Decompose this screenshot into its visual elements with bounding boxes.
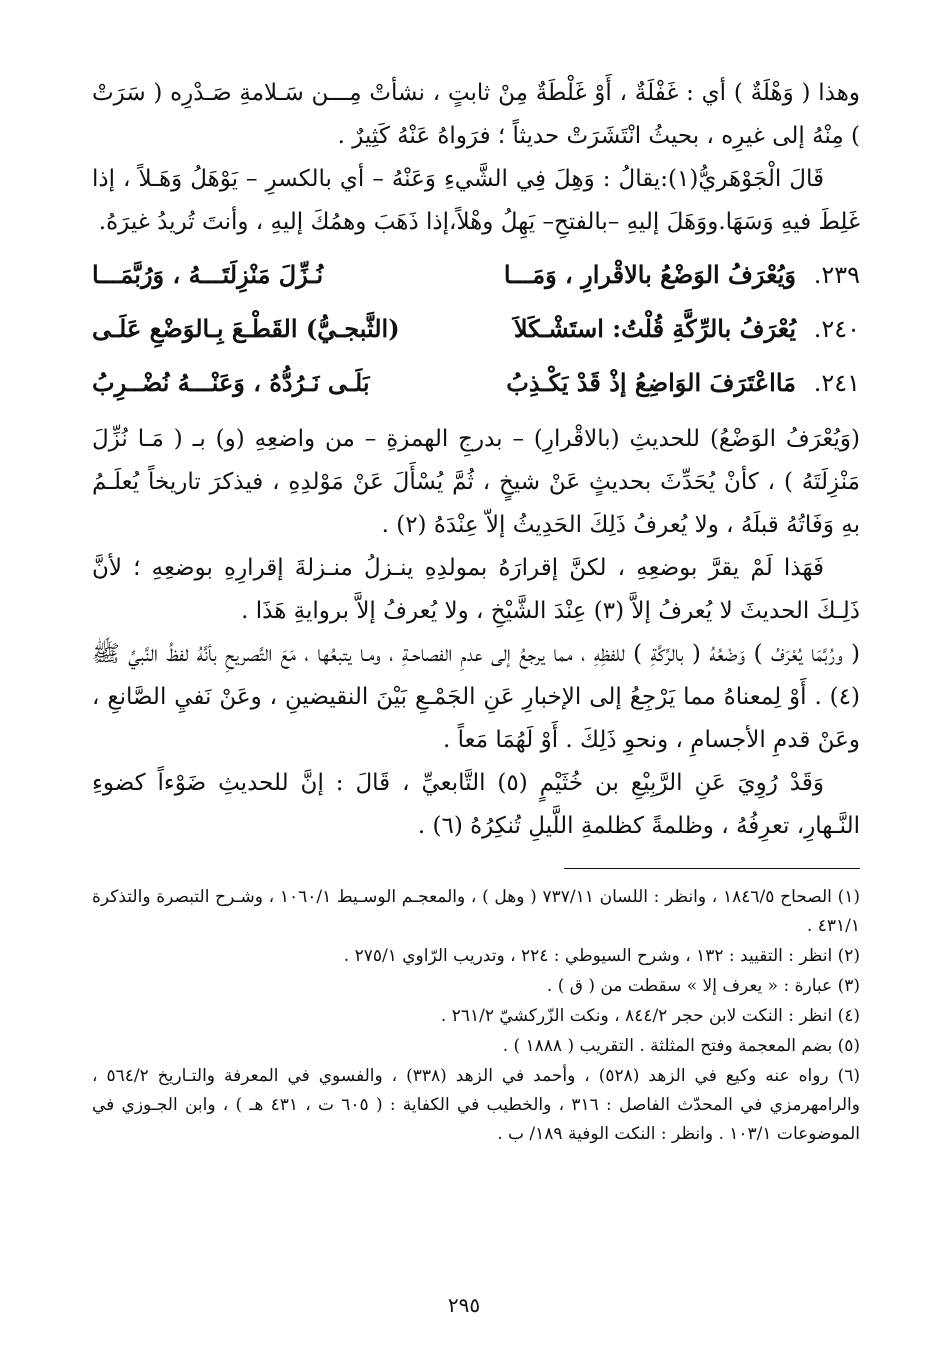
- verse-first-hemistich: يُعْرَفُ بالرِّكَّةِ قُلْتُ: استَشْـكَلاَ: [513, 314, 796, 343]
- body-paragraph: ( ورُبَّمَا يُعْرَفُ ) وَضْعُهُ ( بالرِّكَّةِ ) للفظِهِ ، مما يرجعُ إلى عدمِ الفصاحـةِ ، ومـا يتبعُها ، مَعَ التَّصريحِ بأنَّهُ لفظُ النَّبيِّ ﷺ (٤) . أَوْ لِمعناهُ مما يَرْجِعُ إلى الإخبارِ عَنِ الجَمْـعِ بَيْنَ النقيضينِ ، وعَنْ نَفيِ الصَّانعِ ، وعَنْ قدمِ الأجسامِ ، ونحوِ ذَلِكَ . أَوْ لَهُمَا مَعاً .: [92, 641, 860, 753]
- verse-number: ٢٤١.: [813, 369, 860, 397]
- verse-block: [92, 250, 860, 412]
- body-paragraph: فَهَذا لَمْ يقرَّ بوضعِهِ ، لكنَّ إقرارَهُ بمولدِهِ ينـزلُ منـزلةَ إقرارِهِ بوضعِهِ ؛ لأنَّ ذَلِـكَ الحديثَ لا يُعرفُ إلاَّ (٣) عِنْدَ الشَّيْخِ ، ولا يُعرفُ إلاَّ بروايةِ هَذَا .: [92, 555, 860, 624]
- verse-number: ٢٣٩.: [813, 261, 860, 289]
- body-paragraph: وَقَدْ رُوِيَ عَنِ الرَّبِيْعِ بن خُثَيْمٍ (٥) التَّابعيِّ ، قَالَ : إنَّ للحديثِ ضَوْءاً كضوءِ النَّـهارِ، تعرِفُهُ ، وظلمةً كظلمةِ اللَّيلِ تُنكِرُهُ (٦) .: [92, 770, 860, 839]
- footnote: (٦) رواه عنه وكيع في الزهد (٥٢٨) ، وأحمد في الزهد (٣٣٨) ، والفسوي في المعرفة والتـاريخ ٥٦٤/٢ ، والرامهرمزي في المحدّث الفاصل : ٣١٦ ، والخطيب في الكفاية : ( ٦٠٥ ت ، ٤٣١ هـ ) ، وابن الجـوزي في الموضوعات ١٠٣/١ . وانظر : النكت الوفية ١٨٩/ ب .: [92, 1066, 860, 1144]
- footnote: (٢) انظر : التقييد : ١٣٢ ، وشرح السيوطي : ٢٢٤ ، وتدريب الرّاوي ٢٧٥/١ .: [343, 946, 860, 966]
- footnote: (٥) بضم المعجمة وفتح المثلثة . التقريب ( ١٨٨٨ ) .: [502, 1036, 860, 1056]
- verse-second-hemistich: (الثَّبجـيُّ) القَطْـعَ بِـالوَضْعِ عَلَـى: [92, 314, 400, 343]
- verse-line: [92, 358, 860, 412]
- verse-number: ٢٤٠.: [813, 315, 860, 343]
- verse-line: [92, 304, 860, 358]
- body-paragraph: وهذا ( وَهْلَةٌ ) أي : غَفْلَةٌ ، أَوْ غَلْطَةٌ مِنْ ثابتٍ ، نشأتْ مِـــن سَـلامةِ صَـدْرِه ( سَرَتْ ) مِنْهُ إلى غيرِه ، بحيثُ انْتَشَرَتْ حديثاً ؛ فرَواهُ عَنْهُ كَثِيرٌ .: [92, 80, 860, 149]
- page-content: [92, 72, 860, 1150]
- verse-first-hemistich: مَااعْتَرَفَ الوَاضِعُ إذْ قَدْ يَكْـذِبُ: [506, 368, 796, 397]
- footnote: (٤) انظر : النكت لابن حجر ٨٤٤/٢ ، ونكت الزّركشيّ ٢٦١/٢ .: [440, 1006, 860, 1026]
- footnote-separator: [564, 868, 860, 869]
- verse-line: [92, 250, 860, 304]
- body-paragraph: (وَيُعْرَفُ الوَضْعُ) للحديثِ (بالاقْرارِ) – بدرجِ الهمزةِ – من واضعِهِ (و) بـ ( مَـا نُزِّلَ مَنْزِلَتَهُ ) ، كأنْ يُحَدِّثَ بحديثٍ عَنْ شيخٍ ، ثُمَّ يُسْأَلَ عَنْ مَوْلدِهِ ، فيذكرَ تاريخاً يُعلَـمُ بهِ وَفَاتُهُ قبلَهُ ، ولا يُعرفُ ذَلِكَ الحَدِيثُ إلاّ عِنْدَهُ (٢) .: [92, 426, 860, 538]
- verse-second-hemistich: نُـزِّلَ مَنْزِلَتَـــهُ ، وَرُبَّمَـــا: [92, 260, 324, 289]
- footnotes: [92, 883, 860, 1149]
- verse-second-hemistich: بَلَـى نَـرُدُّهُ ، وَعَنْـــهُ نُضْــرِبُ: [92, 368, 370, 397]
- page-number: ٢٩٥: [447, 1293, 481, 1317]
- verse-first-hemistich: وَيُعْرَفُ الوَضْعُ بالاقْرارِ ، وَمَـــا: [503, 260, 796, 289]
- footnote: (١) الصحاح ١٨٤٦/٥ ، وانظر : اللسان ٧٣٧/١١ ( وهل ) ، والمعجـم الوسـيط ١٠٦٠/١ ، وشـرح التبصرة والتذكرة ٤٣١/١ .: [92, 887, 860, 936]
- footnote: (٣) عبارة : « يعرف إلا » سقطت من ( ق ) .: [546, 976, 860, 996]
- body-paragraph: قَالَ الْجَوْهَريُّ(١):يقالُ : وَهِلَ فِي الشَّيءِ وَعَنْهُ – أي بالكسرِ – يَوْهَلُ وَهَـلاً ، إذا غَلِطَ فيهِ وَسَهَا.ووَهَلَ إليهِ –بالفتحِ– يَهِلُ وهْلاً،إذا ذَهَبَ وهمُكَ إليهِ ، وأنتَ تُريدُ غيرَهُ.: [92, 166, 860, 235]
